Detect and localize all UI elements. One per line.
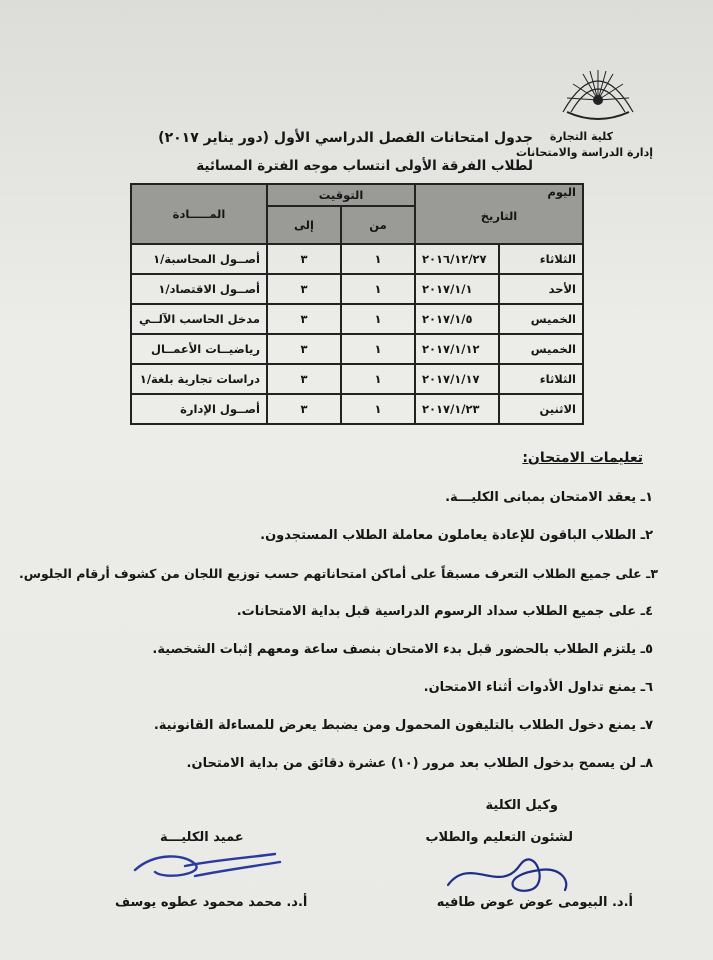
table-row: [131, 394, 583, 424]
dean-title: عميد الكليـــة: [160, 830, 244, 845]
dean-signature-icon: [125, 840, 285, 890]
cell-day: الثلاثاء: [499, 244, 583, 274]
instruction-item: ٨ـ لن يسمح بدخول الطلاب بعد مرور (١٠) عشرة دقائق من بداية الامتحان.: [186, 756, 653, 771]
cell-date: ٢٠١٧/١/٥: [415, 304, 499, 334]
cell-date: ٢٠١٧/١/٢٣: [415, 394, 499, 424]
cell-date: ٢٠١٧/١/١٧: [415, 364, 499, 394]
cell-from: ١: [341, 394, 415, 424]
schedule-title: جدول امتحانات الفصل الدراسي الأول (دور يناير ٢٠١٧): [158, 130, 533, 146]
cell-to: ٣: [267, 304, 341, 334]
instruction-item: ١ـ يعقد الامتحان بمبانى الكليـــة.: [445, 490, 653, 505]
header-date: التاريخ: [480, 209, 518, 223]
cell-day: الاثنين: [499, 394, 583, 424]
instruction-item: ٧ـ يمنع دخول الطلاب بالتليفون المحمول ومن يضبط يعرض للمساءلة القانونية.: [153, 718, 653, 733]
instruction-item: ٤ـ على جميع الطلاب سداد الرسوم الدراسية قبل بداية الامتحانات.: [236, 604, 653, 619]
instructions-title: تعليمات الامتحان:: [522, 450, 643, 466]
cell-from: ١: [341, 334, 415, 364]
cell-subject: أصــول الاقتصاد/١: [131, 274, 267, 304]
cell-date: ٢٠١٧/١/١: [415, 274, 499, 304]
cell-from: ١: [341, 274, 415, 304]
cell-from: ١: [341, 244, 415, 274]
cell-day: الخميس: [499, 304, 583, 334]
instruction-item: ٢ـ الطلاب الباقون للإعادة يعاملون معاملة الطلاب المستجدون.: [260, 528, 653, 543]
table-row: [131, 304, 583, 334]
dean-name: أ.د. محمد محمود عطوه يوسف: [115, 895, 308, 910]
cell-subject: أصــول الإدارة: [131, 394, 267, 424]
header-timing: التوقيت: [267, 184, 415, 206]
table-row: [131, 334, 583, 364]
cell-from: ١: [341, 364, 415, 394]
vice-dean-title: وكيل الكلية: [485, 798, 558, 813]
cell-to: ٣: [267, 364, 341, 394]
header-from: من: [341, 206, 415, 244]
cell-date: ٢٠١٦/١٢/٢٧: [415, 244, 499, 274]
table-row: [131, 274, 583, 304]
cell-day: الثلاثاء: [499, 364, 583, 394]
department-name: إدارة الدراسة والامتحانات: [516, 146, 653, 159]
vice-dean-subtitle: لشئون التعليم والطلاب: [425, 830, 573, 845]
cell-to: ٣: [267, 244, 341, 274]
header-day-date: [415, 184, 583, 244]
header-subject: المـــــادة: [131, 184, 267, 244]
cell-day: الأحد: [499, 274, 583, 304]
cell-day: الخميس: [499, 334, 583, 364]
faculty-name: كلية التجارة: [549, 130, 613, 143]
cell-to: ٣: [267, 394, 341, 424]
header-to: إلى: [267, 206, 341, 244]
cell-to: ٣: [267, 274, 341, 304]
vice-dean-name: أ.د. البيومى عوض عوض طافيه: [436, 895, 633, 910]
cell-subject: دراسات تجارية بلغة/١: [131, 364, 267, 394]
instruction-item: ٥ـ يلتزم الطلاب بالحضور قبل بدء الامتحان بنصف ساعة ومعهم إثبات الشخصية.: [152, 642, 653, 657]
table-row: [131, 364, 583, 394]
exam-schedule-table: [130, 183, 584, 425]
schedule-subtitle: لطلاب الفرقة الأولى انتساب موجه الفترة المسائية: [196, 158, 533, 174]
cell-to: ٣: [267, 334, 341, 364]
cell-subject: أصــول المحاسبة/١: [131, 244, 267, 274]
instruction-item: ٣ـ على جميع الطلاب التعرف مسبقاً على أماكن امتحاناتهم حسب توزيع اللجان من كشوف أرقام الجلوس.: [18, 566, 658, 581]
cell-subject: رياضيــات الأعمــال: [131, 334, 267, 364]
university-logo-icon: [553, 60, 643, 128]
cell-date: ٢٠١٧/١/١٢: [415, 334, 499, 364]
header-day: اليوم: [547, 185, 576, 199]
cell-subject: مدخل الحاسب الآلــي: [131, 304, 267, 334]
instruction-item: ٦ـ يمنع تداول الأدوات أثناء الامتحان.: [423, 680, 653, 695]
cell-from: ١: [341, 304, 415, 334]
table-row: [131, 244, 583, 274]
